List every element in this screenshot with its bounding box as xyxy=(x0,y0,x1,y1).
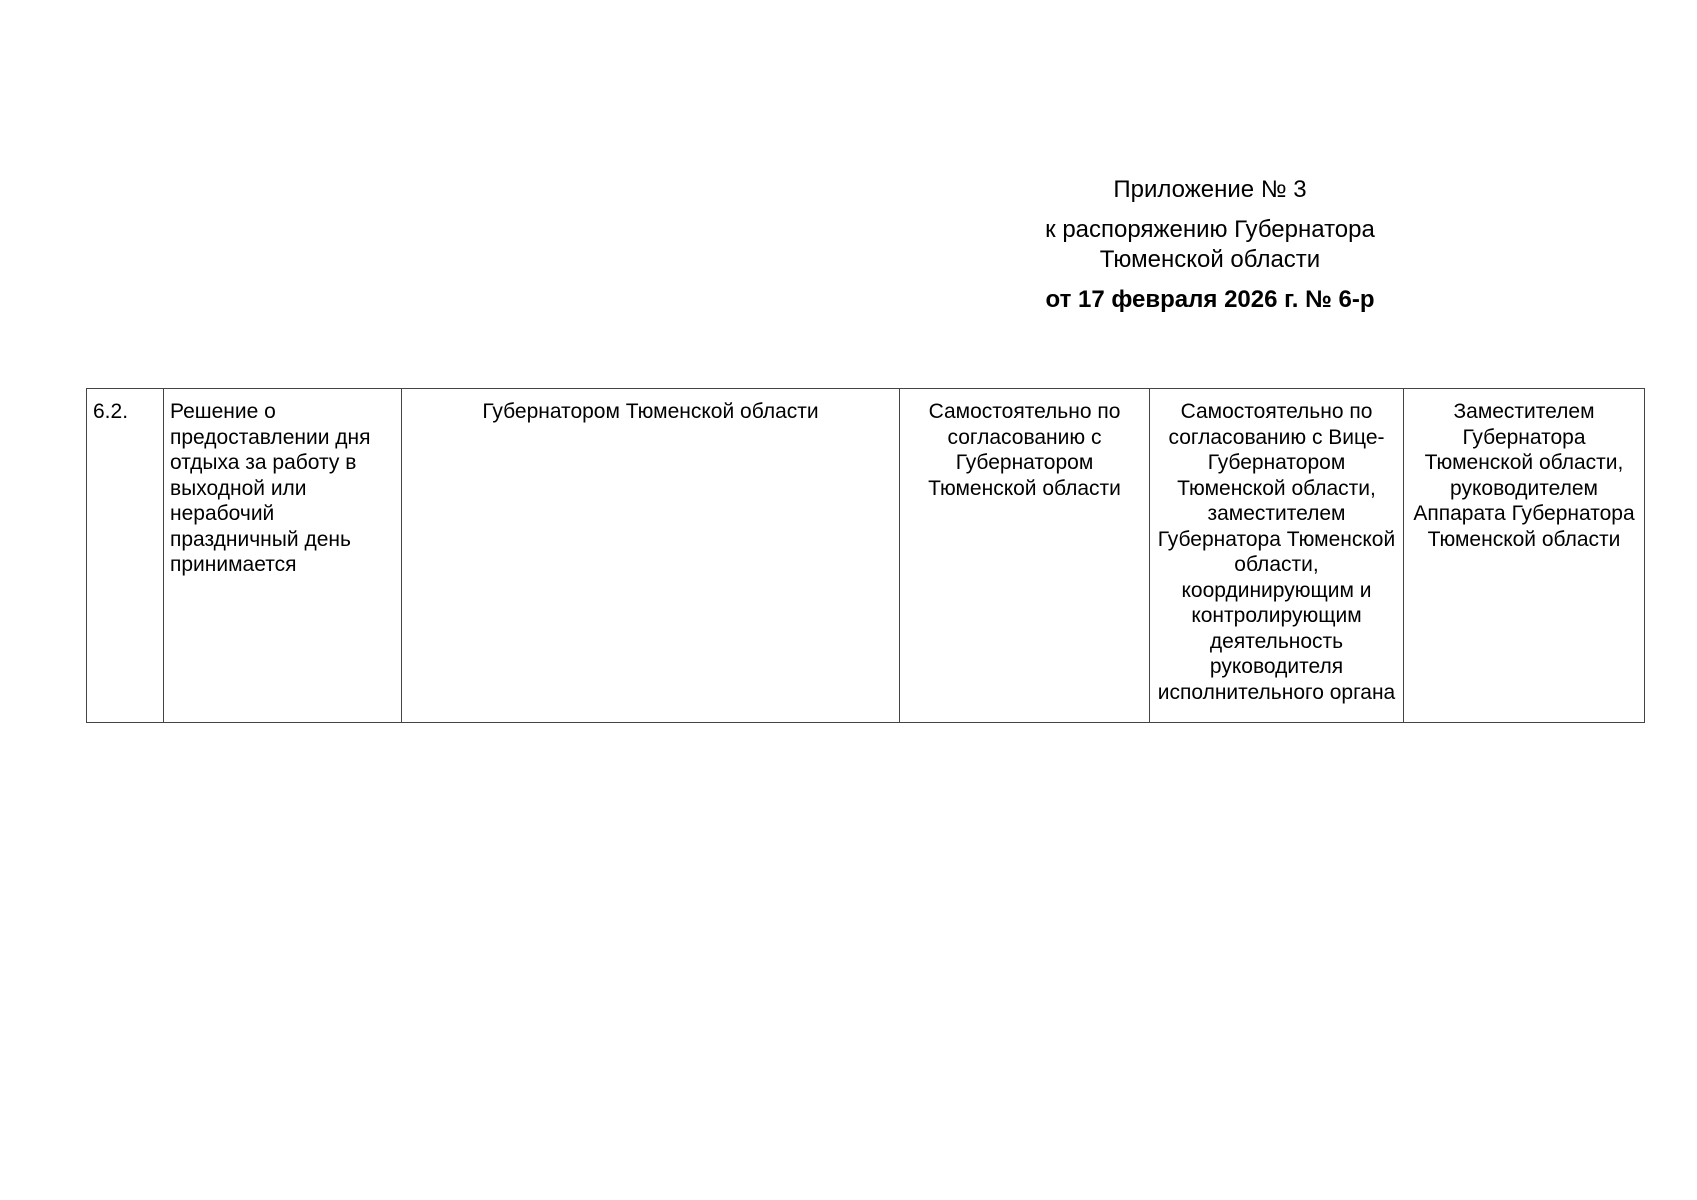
decision-subject-cell: Решение о предоставлении дня отдыха за работу в выходной или нерабочий праздничный день принимается xyxy=(164,389,402,723)
row-number-cell: 6.2. xyxy=(87,389,164,723)
independent-agreement-cell: Самостоятельно по согласованию с Губернатором Тюменской области xyxy=(900,389,1150,723)
appendix-header xyxy=(990,175,1430,315)
authority-table xyxy=(86,388,1645,723)
table-row xyxy=(87,389,1645,723)
governor-cell: Губернатором Тюменской области xyxy=(402,389,900,723)
order-date-number: от 17 февраля 2026 г. № 6-р xyxy=(1045,286,1375,313)
deputy-governor-cell: Заместителем Губернатора Тюменской области, руководителем Аппарата Губернатора Тюменской области xyxy=(1404,389,1645,723)
vice-governor-agreement-cell: Самостоятельно по согласованию с Вице-Губернатором Тюменской области, заместителем Губернатора Тюменской области, координирующим и контролирующим деятельность руководителя исполнительного органа xyxy=(1150,389,1404,723)
order-reference-line1: к распоряжению Губернатора xyxy=(1045,216,1375,243)
order-reference-line2: Тюменской области xyxy=(1099,246,1321,273)
appendix-title: Приложение № 3 xyxy=(1113,176,1307,203)
